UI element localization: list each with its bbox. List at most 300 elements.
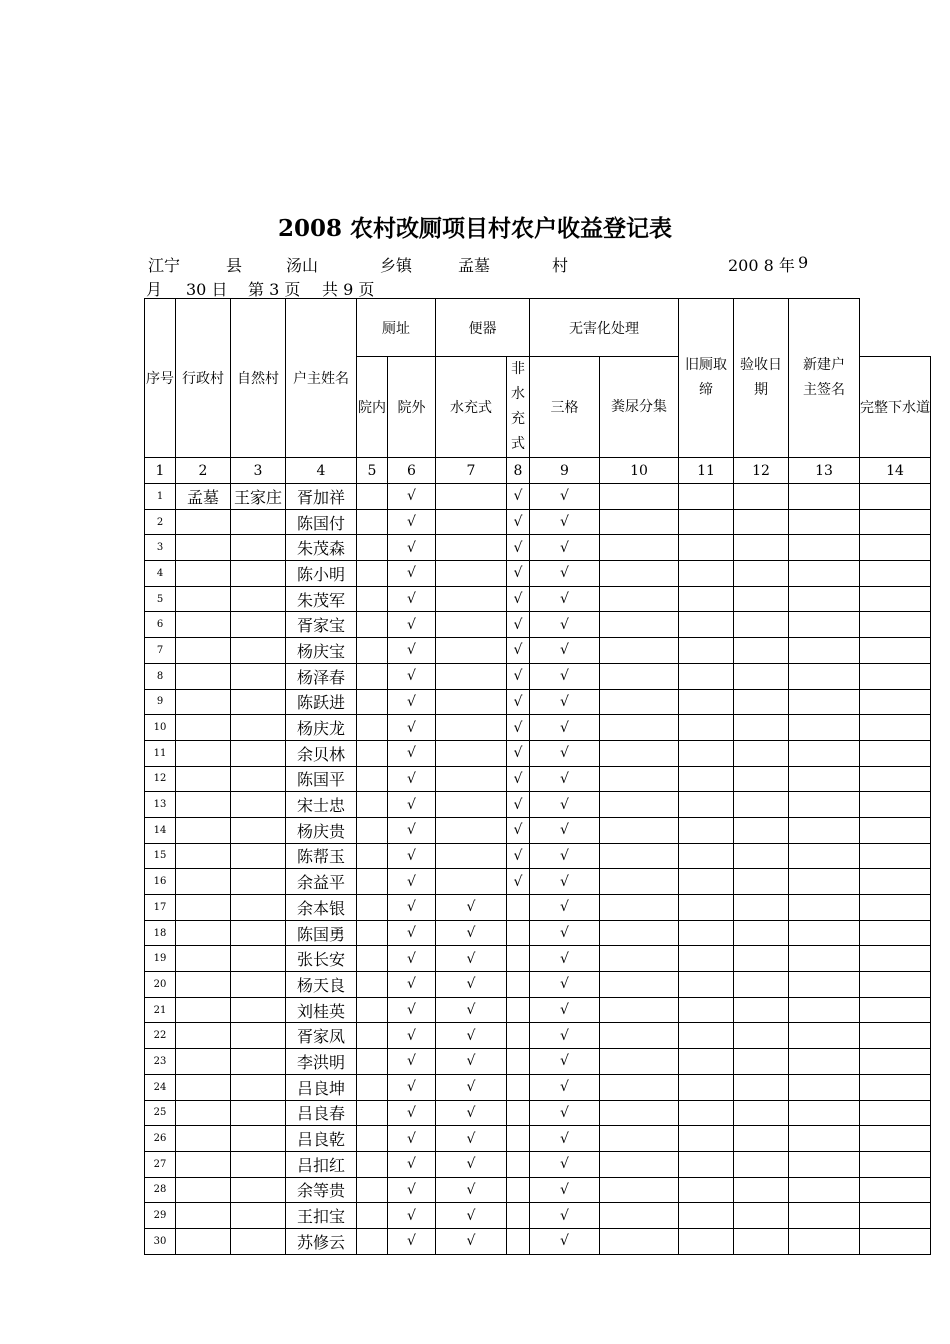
row-signature [860,946,931,972]
row-natural-village [231,920,286,946]
row-householder-name: 朱茂森 [286,535,357,561]
row-natural-village [231,612,286,638]
row-old-removed [734,1228,789,1254]
row-site-inside [357,1177,388,1203]
row-bowl-flush [436,766,507,792]
row-accept-date [789,1049,860,1075]
row-three-cell: √ [530,920,600,946]
header-seq: 序号 [145,299,176,458]
column-number-row [145,458,931,484]
row-sewer [679,1049,734,1075]
row-three-cell: √ [530,946,600,972]
row-bowl-flush: √ [436,1023,507,1049]
row-seq: 12 [145,766,176,792]
row-three-cell: √ [530,766,600,792]
row-old-removed [734,997,789,1023]
row-natural-village [231,766,286,792]
row-sewer [679,1023,734,1049]
row-site-outside: √ [388,946,436,972]
row-three-cell: √ [530,1203,600,1229]
town-unit: 乡镇 [380,256,413,275]
row-admin-village [176,612,231,638]
row-accept-date [789,1203,860,1229]
row-bowl-nonflush [507,920,530,946]
row-accept-date [789,1023,860,1049]
table-row [145,638,931,664]
row-site-inside [357,586,388,612]
row-admin-village [176,920,231,946]
row-householder-name: 朱茂军 [286,586,357,612]
row-signature [860,869,931,895]
row-natural-village [231,946,286,972]
row-householder-name: 胥家宝 [286,612,357,638]
row-admin-village [176,561,231,587]
row-signature [860,1203,931,1229]
row-separation [600,946,679,972]
row-admin-village [176,1049,231,1075]
row-seq: 26 [145,1126,176,1152]
table-row [145,1049,931,1075]
row-seq: 21 [145,997,176,1023]
row-site-outside: √ [388,586,436,612]
row-three-cell: √ [530,484,600,510]
row-site-inside [357,484,388,510]
row-sewer [679,535,734,561]
column-number: 2 [176,458,231,484]
row-householder-name: 陈国付 [286,509,357,535]
row-site-inside [357,869,388,895]
row-three-cell: √ [530,895,600,921]
row-bowl-flush: √ [436,997,507,1023]
row-separation [600,1151,679,1177]
table-row [145,1126,931,1152]
row-old-removed [734,895,789,921]
row-old-removed [734,535,789,561]
row-old-removed [734,509,789,535]
row-site-outside: √ [388,612,436,638]
table-row [145,1151,931,1177]
row-sewer [679,1177,734,1203]
row-householder-name: 胥加祥 [286,484,357,510]
row-natural-village [231,1100,286,1126]
row-site-inside [357,1228,388,1254]
row-site-inside [357,895,388,921]
row-sewer [679,1100,734,1126]
row-sewer [679,972,734,998]
row-bowl-nonflush: √ [507,535,530,561]
row-householder-name: 杨泽春 [286,663,357,689]
table-row [145,972,931,998]
register-table [144,298,931,1255]
row-admin-village [176,997,231,1023]
row-bowl-flush [436,869,507,895]
row-bowl-nonflush [507,972,530,998]
row-bowl-nonflush: √ [507,689,530,715]
row-signature [860,484,931,510]
row-sewer [679,663,734,689]
row-admin-village [176,1100,231,1126]
row-site-outside: √ [388,1126,436,1152]
header-three-cell: 三格 [530,357,600,458]
row-separation [600,740,679,766]
table-row [145,792,931,818]
row-bowl-nonflush [507,1177,530,1203]
row-three-cell: √ [530,638,600,664]
row-site-outside: √ [388,1151,436,1177]
row-seq: 28 [145,1177,176,1203]
row-natural-village [231,715,286,741]
row-admin-village [176,1023,231,1049]
row-bowl-nonflush: √ [507,484,530,510]
column-number: 13 [789,458,860,484]
row-sewer [679,920,734,946]
header-toilet-site: 厕址 [357,299,436,357]
row-site-outside: √ [388,843,436,869]
row-householder-name: 胥家凤 [286,1023,357,1049]
row-separation [600,509,679,535]
row-seq: 11 [145,740,176,766]
row-site-outside: √ [388,972,436,998]
table-row [145,740,931,766]
row-separation [600,1228,679,1254]
row-bowl-flush: √ [436,1100,507,1126]
row-natural-village [231,997,286,1023]
row-accept-date [789,946,860,972]
row-site-outside: √ [388,895,436,921]
row-admin-village [176,509,231,535]
row-site-inside [357,766,388,792]
row-natural-village [231,740,286,766]
row-site-outside: √ [388,740,436,766]
row-seq: 30 [145,1228,176,1254]
row-site-outside: √ [388,535,436,561]
row-admin-village [176,663,231,689]
row-bowl-flush: √ [436,1074,507,1100]
row-site-outside: √ [388,1100,436,1126]
row-site-inside [357,612,388,638]
column-number: 10 [600,458,679,484]
row-three-cell: √ [530,1100,600,1126]
row-sewer [679,715,734,741]
row-site-inside [357,972,388,998]
row-site-inside [357,715,388,741]
row-site-inside [357,638,388,664]
row-separation [600,869,679,895]
header-old-removed: 旧厕取缔 [679,299,734,458]
row-site-outside: √ [388,920,436,946]
document-title: 2008 农村改厕项目村农户收益登记表 [277,215,673,242]
row-accept-date [789,1126,860,1152]
row-separation [600,1049,679,1075]
row-householder-name: 余贝林 [286,740,357,766]
header-site-outside: 院外 [388,357,436,458]
row-householder-name: 李洪明 [286,1049,357,1075]
row-three-cell: √ [530,1074,600,1100]
row-site-inside [357,997,388,1023]
column-number: 4 [286,458,357,484]
row-admin-village [176,1203,231,1229]
row-accept-date [789,817,860,843]
row-site-outside: √ [388,1203,436,1229]
row-accept-date [789,1100,860,1126]
row-site-inside [357,1126,388,1152]
row-householder-name: 刘桂英 [286,997,357,1023]
row-signature [860,1023,931,1049]
row-sewer [679,766,734,792]
row-site-outside: √ [388,792,436,818]
row-sewer [679,817,734,843]
table-row [145,484,931,510]
row-accept-date [789,1074,860,1100]
row-signature [860,1049,931,1075]
table-row [145,689,931,715]
row-bowl-flush: √ [436,1151,507,1177]
row-seq: 25 [145,1100,176,1126]
record-month: 9 [798,253,809,272]
row-separation [600,715,679,741]
row-site-outside: √ [388,1023,436,1049]
row-admin-village [176,1151,231,1177]
row-seq: 3 [145,535,176,561]
row-site-inside [357,509,388,535]
header-bowl-nonflush: 非水充式 [507,357,530,458]
row-householder-name: 张长安 [286,946,357,972]
row-sewer [679,1203,734,1229]
row-sewer [679,484,734,510]
row-old-removed [734,817,789,843]
row-householder-name: 吕扣红 [286,1151,357,1177]
row-sewer [679,586,734,612]
row-natural-village [231,1177,286,1203]
row-bowl-flush: √ [436,1049,507,1075]
row-three-cell: √ [530,740,600,766]
month-unit: 月 [146,280,163,299]
row-admin-village [176,869,231,895]
row-householder-name: 杨庆宝 [286,638,357,664]
row-householder-name: 苏修云 [286,1228,357,1254]
row-bowl-flush [436,612,507,638]
row-accept-date [789,920,860,946]
row-site-outside: √ [388,663,436,689]
row-admin-village [176,972,231,998]
row-old-removed [734,484,789,510]
row-householder-name: 杨庆龙 [286,715,357,741]
row-site-outside: √ [388,869,436,895]
row-three-cell: √ [530,792,600,818]
table-row [145,997,931,1023]
row-signature [860,766,931,792]
table-row [145,946,931,972]
row-bowl-flush [436,843,507,869]
row-signature [860,817,931,843]
row-bowl-flush [436,817,507,843]
row-old-removed [734,1049,789,1075]
row-site-inside [357,920,388,946]
table-row [145,561,931,587]
row-old-removed [734,1177,789,1203]
table-row [145,766,931,792]
row-sewer [679,638,734,664]
row-bowl-flush: √ [436,946,507,972]
row-admin-village [176,792,231,818]
row-natural-village [231,509,286,535]
row-bowl-nonflush: √ [507,869,530,895]
row-bowl-flush [436,638,507,664]
row-seq: 16 [145,869,176,895]
table-row [145,817,931,843]
header-treatment: 无害化处理 [530,299,679,357]
row-site-outside: √ [388,1049,436,1075]
row-accept-date [789,766,860,792]
row-bowl-nonflush [507,1049,530,1075]
header-site-inside: 院内 [357,357,388,458]
row-sewer [679,843,734,869]
row-three-cell: √ [530,586,600,612]
row-site-outside: √ [388,1177,436,1203]
row-admin-village [176,946,231,972]
row-seq: 13 [145,792,176,818]
column-number: 9 [530,458,600,484]
row-bowl-flush [436,663,507,689]
row-bowl-nonflush [507,1126,530,1152]
table-row [145,715,931,741]
row-site-inside [357,1023,388,1049]
row-admin-village [176,817,231,843]
row-bowl-flush: √ [436,1228,507,1254]
column-number: 8 [507,458,530,484]
table-row [145,1203,931,1229]
row-old-removed [734,586,789,612]
row-accept-date [789,561,860,587]
row-old-removed [734,612,789,638]
row-signature [860,895,931,921]
row-signature [860,1228,931,1254]
row-bowl-nonflush: √ [507,715,530,741]
row-sewer [679,946,734,972]
table-row [145,663,931,689]
row-site-inside [357,740,388,766]
row-three-cell: √ [530,612,600,638]
row-site-inside [357,1151,388,1177]
row-seq: 5 [145,586,176,612]
table-row [145,869,931,895]
row-bowl-nonflush [507,1228,530,1254]
column-number: 11 [679,458,734,484]
row-old-removed [734,920,789,946]
row-accept-date [789,612,860,638]
row-separation [600,586,679,612]
row-signature [860,1126,931,1152]
table-row [145,843,931,869]
row-separation [600,1100,679,1126]
row-signature [860,689,931,715]
row-site-outside: √ [388,484,436,510]
row-seq: 22 [145,1023,176,1049]
row-site-inside [357,1100,388,1126]
row-householder-name: 吕良乾 [286,1126,357,1152]
row-natural-village [231,1074,286,1100]
row-sewer [679,792,734,818]
row-three-cell: √ [530,997,600,1023]
row-accept-date [789,895,860,921]
row-admin-village [176,586,231,612]
row-signature [860,535,931,561]
table-row [145,1074,931,1100]
row-site-inside [357,843,388,869]
row-site-outside: √ [388,638,436,664]
row-sewer [679,740,734,766]
row-accept-date [789,869,860,895]
row-bowl-flush: √ [436,1126,507,1152]
row-bowl-flush [436,689,507,715]
row-bowl-nonflush: √ [507,638,530,664]
row-three-cell: √ [530,561,600,587]
row-three-cell: √ [530,972,600,998]
town-name: 汤山 [286,256,319,275]
row-site-outside: √ [388,715,436,741]
row-seq: 6 [145,612,176,638]
row-old-removed [734,972,789,998]
row-separation [600,1023,679,1049]
row-separation [600,766,679,792]
row-seq: 20 [145,972,176,998]
header-householder: 户主姓名 [286,299,357,458]
row-separation [600,535,679,561]
row-bowl-flush: √ [436,1177,507,1203]
column-number: 1 [145,458,176,484]
row-bowl-nonflush [507,997,530,1023]
row-sewer [679,1228,734,1254]
row-natural-village [231,1151,286,1177]
row-bowl-nonflush [507,1203,530,1229]
row-site-inside [357,535,388,561]
row-bowl-flush [436,484,507,510]
row-separation [600,663,679,689]
row-householder-name: 吕良坤 [286,1074,357,1100]
row-bowl-flush [436,535,507,561]
row-site-inside [357,1049,388,1075]
row-signature [860,586,931,612]
row-accept-date [789,972,860,998]
table-row [145,1023,931,1049]
row-signature [860,792,931,818]
row-admin-village [176,1177,231,1203]
row-natural-village [231,638,286,664]
row-site-outside: √ [388,1228,436,1254]
row-bowl-flush [436,561,507,587]
row-seq: 4 [145,561,176,587]
row-seq: 10 [145,715,176,741]
row-signature [860,843,931,869]
row-old-removed [734,689,789,715]
record-day: 30 日 [186,280,228,299]
row-three-cell: √ [530,1023,600,1049]
row-natural-village [231,817,286,843]
row-householder-name: 陈国勇 [286,920,357,946]
row-seq: 15 [145,843,176,869]
row-three-cell: √ [530,509,600,535]
row-seq: 2 [145,509,176,535]
row-seq: 29 [145,1203,176,1229]
row-householder-name: 余等贵 [286,1177,357,1203]
row-bowl-flush: √ [436,1203,507,1229]
row-old-removed [734,869,789,895]
row-admin-village [176,843,231,869]
table-row [145,920,931,946]
column-number: 6 [388,458,436,484]
row-signature [860,1151,931,1177]
row-sewer [679,869,734,895]
